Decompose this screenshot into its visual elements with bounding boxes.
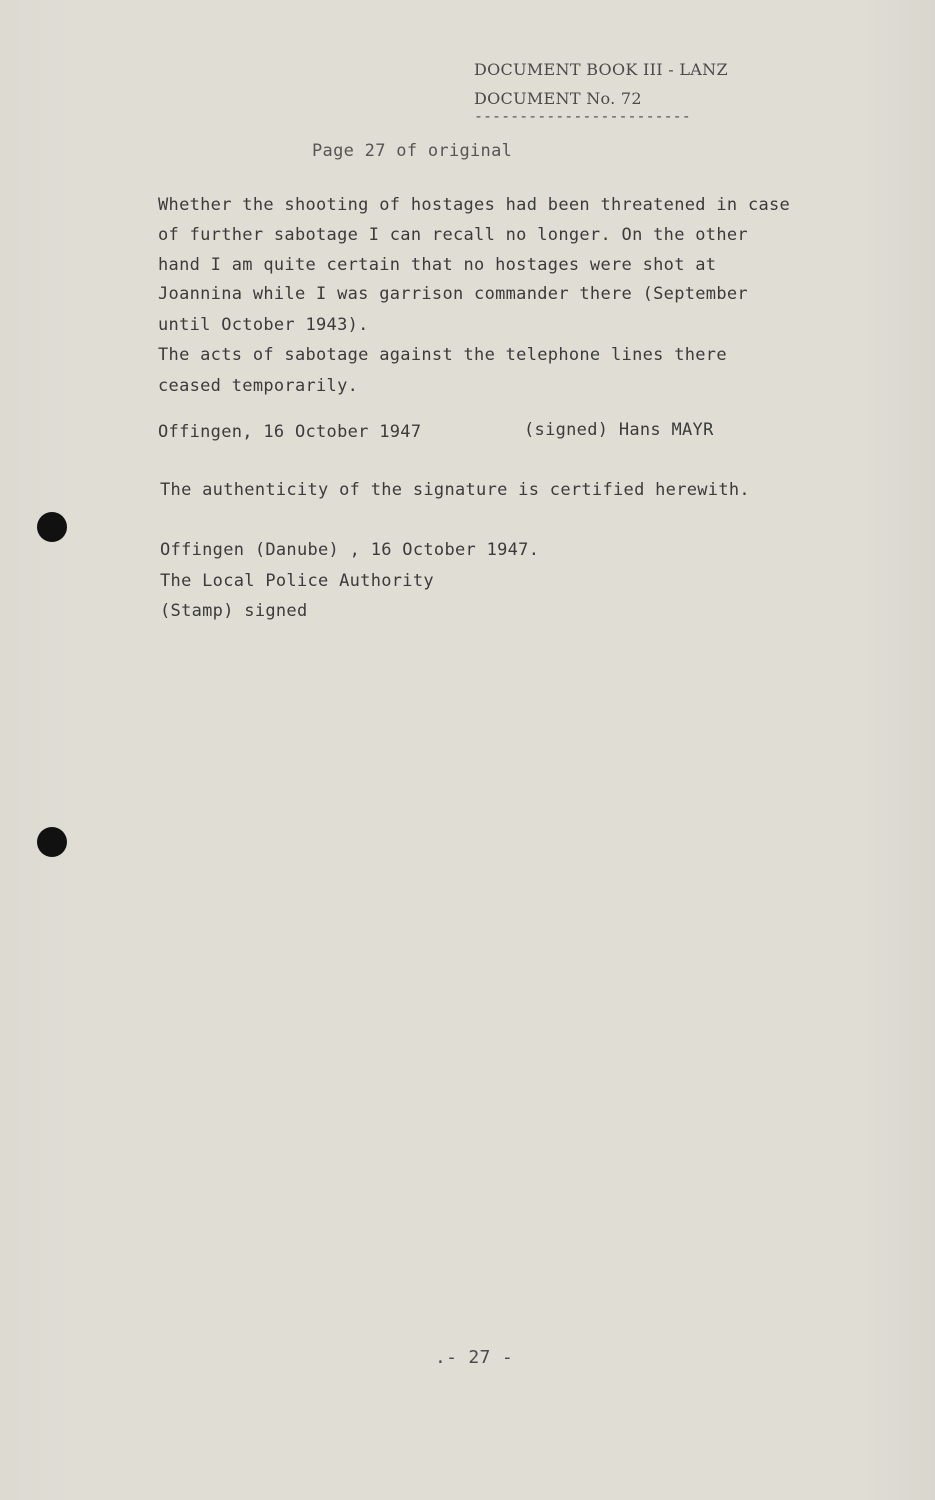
body-line: hand I am quite certain that no hostages were shot at [158, 255, 717, 275]
closing-authority: The Local Police Authority [160, 571, 434, 591]
document-number-header: DOCUMENT No. 72 [474, 89, 642, 108]
body-line: Whether the shooting of hostages had been threatened in case [158, 195, 791, 215]
closing-place-date: Offingen (Danube) , 16 October 1947. [160, 540, 540, 560]
header-rule: ------------------------ [474, 107, 691, 125]
page-reference: Page 27 of original [312, 141, 513, 161]
signature-date: Offingen, 16 October 1947 [158, 422, 422, 442]
body-line: Joannina while I was garrison commander there (September [158, 284, 748, 304]
page-number: .- 27 - [435, 1347, 513, 1368]
document-book-header: DOCUMENT BOOK III - LANZ [474, 60, 728, 79]
body-line: until October 1943). [158, 315, 369, 335]
certification-text: The authenticity of the signature is certified herewith. [160, 480, 750, 500]
closing-stamp: (Stamp) signed [160, 601, 308, 621]
punch-hole-bottom [37, 827, 67, 857]
body-line: ceased temporarily. [158, 376, 359, 396]
body-line: of further sabotage I can recall no longer. On the other [158, 225, 748, 245]
punch-hole-top [37, 512, 67, 542]
signature-signed: (signed) Hans MAYR [524, 420, 714, 440]
body-line: The acts of sabotage against the telephone lines there [158, 345, 727, 365]
